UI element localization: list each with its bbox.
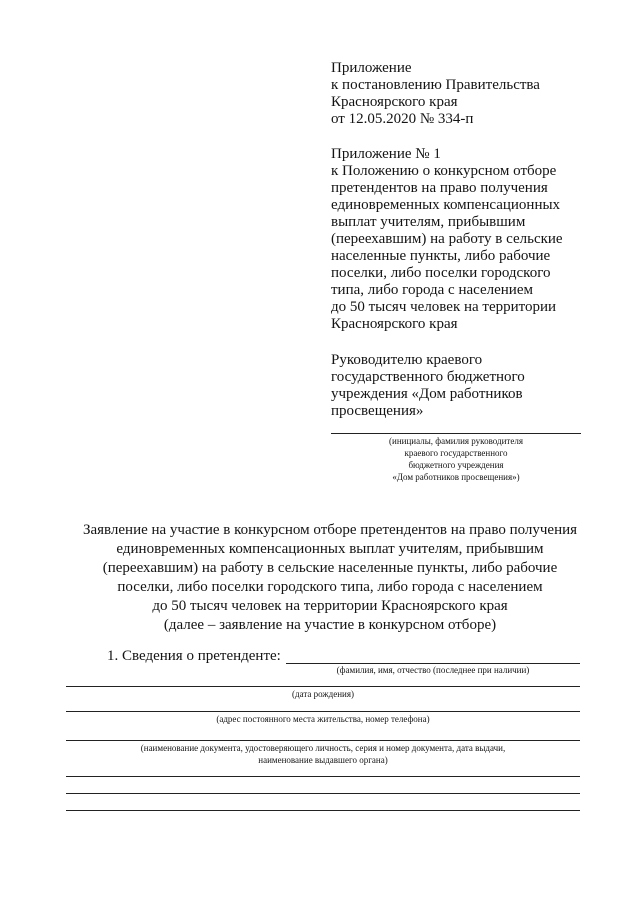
document-input-line-3[interactable] [66, 810, 580, 811]
application-title [60, 521, 600, 635]
appendix-1-line: к Положению о конкурсном отборе [331, 163, 557, 179]
document-caption-line: наименование выдавшего органа) [258, 755, 388, 765]
title-line: единовременных компенсационных выплат учителям, прибывшим [116, 541, 544, 557]
appendix-1-line: Приложение № 1 [331, 146, 441, 162]
caption-line: краевого государственного [404, 448, 508, 458]
addressee-line: просвещения» [331, 403, 424, 419]
title-line: (переехавшим) на работу в сельские населенные пункты, либо рабочие [102, 560, 558, 576]
address-caption: (адрес постоянного места жительства, номер телефона) [216, 714, 430, 724]
name-caption: (фамилия, имя, отчество (последнее при наличии) [336, 665, 530, 675]
title-line: (далее – заявление на участие в конкурсном отборе) [163, 617, 497, 633]
birth-caption: (дата рождения) [292, 689, 354, 699]
addressee-line: Руководителю краевого [331, 352, 483, 368]
addressee-line: учреждения «Дом работников [331, 386, 523, 402]
appendix-header-line: Приложение [331, 60, 412, 76]
appendix-1-line: (переехавшим) на работу в сельские [331, 231, 563, 247]
appendix-header [331, 60, 540, 128]
caption-line: (инициалы, фамилия руководителя [389, 436, 523, 446]
title-line: до 50 тысяч человек на территории Красноярского края [152, 598, 508, 614]
appendix-1-line: типа, либо города с населением [331, 282, 533, 298]
appendix-1-block [331, 146, 563, 333]
appendix-1-line: выплат учителям, прибывшим [331, 214, 526, 230]
addressee-block [331, 352, 525, 420]
appendix-1-line: единовременных компенсационных [331, 197, 561, 213]
appendix-1-line: претендентов на право получения [331, 180, 548, 196]
document-input-line-1[interactable] [66, 776, 580, 777]
name-continuation-line[interactable] [66, 686, 580, 687]
birth-input-line[interactable] [66, 711, 580, 712]
appendix-1-line: Красноярского края [331, 316, 458, 332]
appendix-header-line: Красноярского края [331, 94, 458, 110]
caption-line: бюджетного учреждения [408, 460, 504, 470]
document-caption-line: (наименование документа, удостоверяющего личность, серия и номер документа, дата выдачи, [140, 743, 506, 753]
title-line: Заявление на участие в конкурсном отборе претендентов на право получения [82, 522, 578, 538]
document-input-line-2[interactable] [66, 793, 580, 794]
section-1-label: 1. Сведения о претенденте: [107, 648, 281, 664]
appendix-1-line: поселки, либо поселки городского [331, 265, 551, 281]
addressee-caption [331, 435, 581, 483]
appendix-1-line: населенные пункты, либо рабочие [331, 248, 551, 264]
appendix-header-line: от 12.05.2020 № 334-п [331, 111, 474, 127]
addressee-underline [331, 433, 581, 434]
document-caption [66, 742, 580, 766]
appendix-1-line: до 50 тысяч человек на территории [331, 299, 557, 315]
appendix-header-line: к постановлению Правительства [331, 77, 540, 93]
addressee-line: государственного бюджетного [331, 369, 525, 385]
caption-line: «Дом работников просвещения») [392, 472, 520, 482]
address-input-line[interactable] [66, 740, 580, 741]
title-line: поселки, либо поселки городского типа, либо города с населением [117, 579, 543, 595]
